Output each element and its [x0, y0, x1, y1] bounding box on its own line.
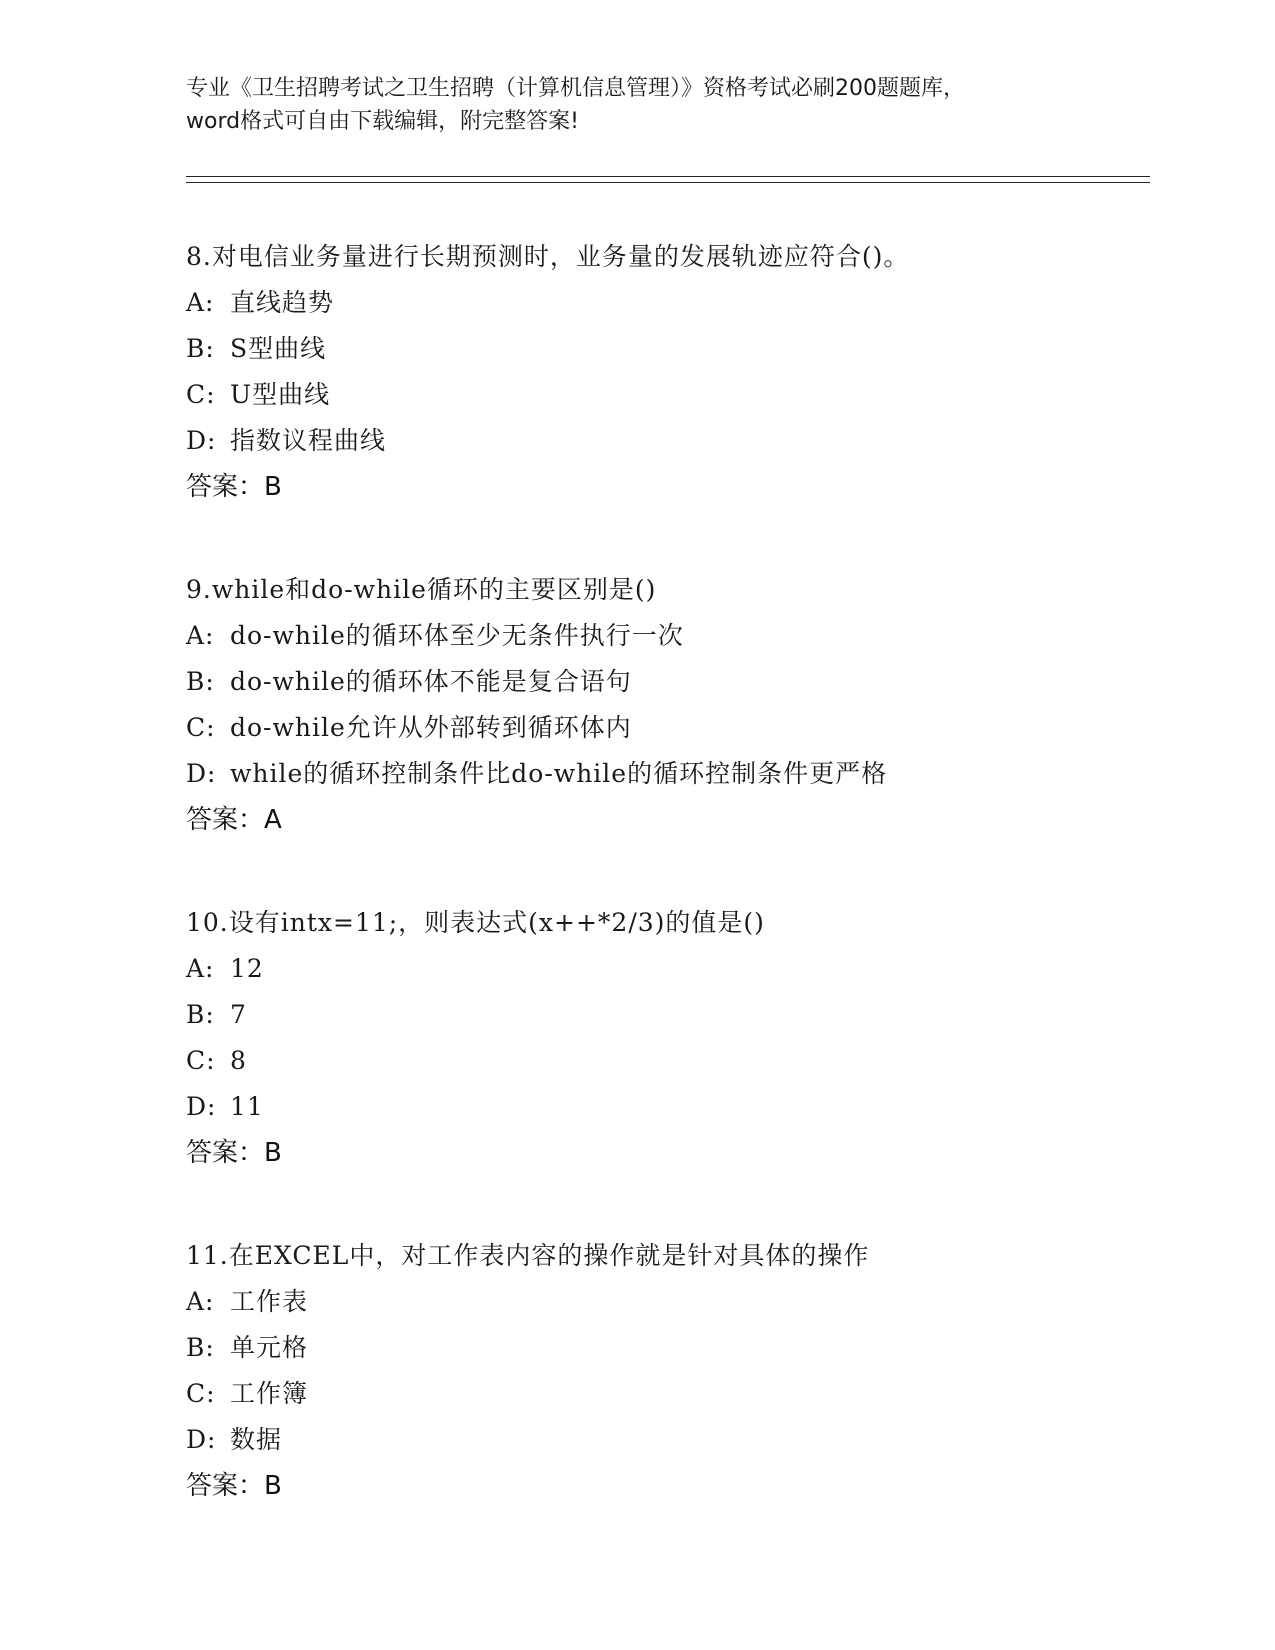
option-text: do-while的循环体不能是复合语句: [230, 667, 632, 696]
header-divider-bottom: [186, 182, 1150, 183]
option-label: C:: [186, 1046, 216, 1075]
option-a: [186, 946, 1150, 992]
option-d: [186, 751, 1150, 797]
question-10: [186, 900, 1150, 1176]
option-label: C:: [186, 380, 216, 409]
option-b: [186, 659, 1150, 705]
option-text: S型曲线: [230, 334, 327, 363]
option-label: B:: [186, 667, 215, 696]
answer: 答案：B: [186, 1471, 282, 1501]
option-b: [186, 326, 1150, 372]
option-label: D:: [186, 1092, 217, 1121]
header-divider-top: [186, 176, 1150, 177]
option-c: [186, 372, 1150, 418]
option-label: A:: [186, 954, 215, 983]
option-text: 11: [230, 1092, 264, 1121]
option-d: [186, 1084, 1150, 1130]
option-text: do-while的循环体至少无条件执行一次: [230, 621, 684, 650]
option-b: [186, 992, 1150, 1038]
question-stem: 8.对电信业务量进行长期预测时，业务量的发展轨迹应符合()。: [186, 242, 910, 271]
option-label: D:: [186, 426, 217, 455]
option-text: 8: [230, 1046, 247, 1075]
option-c: [186, 705, 1150, 751]
option-c: [186, 1371, 1150, 1417]
option-label: A:: [186, 621, 215, 650]
option-label: B:: [186, 1333, 215, 1362]
option-label: A:: [186, 288, 215, 317]
option-a: [186, 613, 1150, 659]
option-text: 数据: [230, 1425, 283, 1454]
option-label: D:: [186, 1425, 217, 1454]
option-text: 工作表: [230, 1287, 309, 1316]
question-11: [186, 1233, 1150, 1509]
option-text: 指数议程曲线: [230, 426, 387, 455]
option-a: [186, 280, 1150, 326]
question-stem: 10.设有intx=11;，则表达式(x++*2/3)的值是(): [186, 908, 765, 937]
question-stem: 11.在EXCEL中，对工作表内容的操作就是针对具体的操作: [186, 1241, 870, 1270]
answer: 答案：B: [186, 472, 282, 502]
option-text: 12: [230, 954, 264, 983]
option-label: D:: [186, 759, 217, 788]
option-d: [186, 1417, 1150, 1463]
header-title-line-1: 专业《卫生招聘考试之卫生招聘（计算机信息管理）》资格考试必刷200题题库，: [186, 76, 965, 101]
option-text: while的循环控制条件比do-while的循环控制条件更严格: [230, 759, 888, 788]
option-label: B:: [186, 334, 215, 363]
option-label: A:: [186, 1287, 215, 1316]
option-label: C:: [186, 1379, 216, 1408]
header-title-line-2: word格式可自由下载编辑，附完整答案!: [186, 109, 579, 134]
option-label: B:: [186, 1000, 215, 1029]
option-b: [186, 1325, 1150, 1371]
option-text: 7: [230, 1000, 247, 1029]
question-stem: 9.while和do-while循环的主要区别是(): [186, 575, 657, 604]
option-label: C:: [186, 713, 216, 742]
option-d: [186, 418, 1150, 464]
option-c: [186, 1038, 1150, 1084]
option-text: do-while允许从外部转到循环体内: [230, 713, 632, 742]
question-list: [186, 234, 1150, 1566]
option-a: [186, 1279, 1150, 1325]
option-text: 工作簿: [230, 1379, 309, 1408]
question-9: [186, 567, 1150, 843]
document-header: [186, 72, 1086, 138]
answer: 答案：A: [186, 805, 282, 835]
option-text: U型曲线: [230, 380, 331, 409]
question-8: [186, 234, 1150, 510]
option-text: 单元格: [230, 1333, 309, 1362]
option-text: 直线趋势: [230, 288, 335, 317]
answer: 答案：B: [186, 1138, 282, 1168]
